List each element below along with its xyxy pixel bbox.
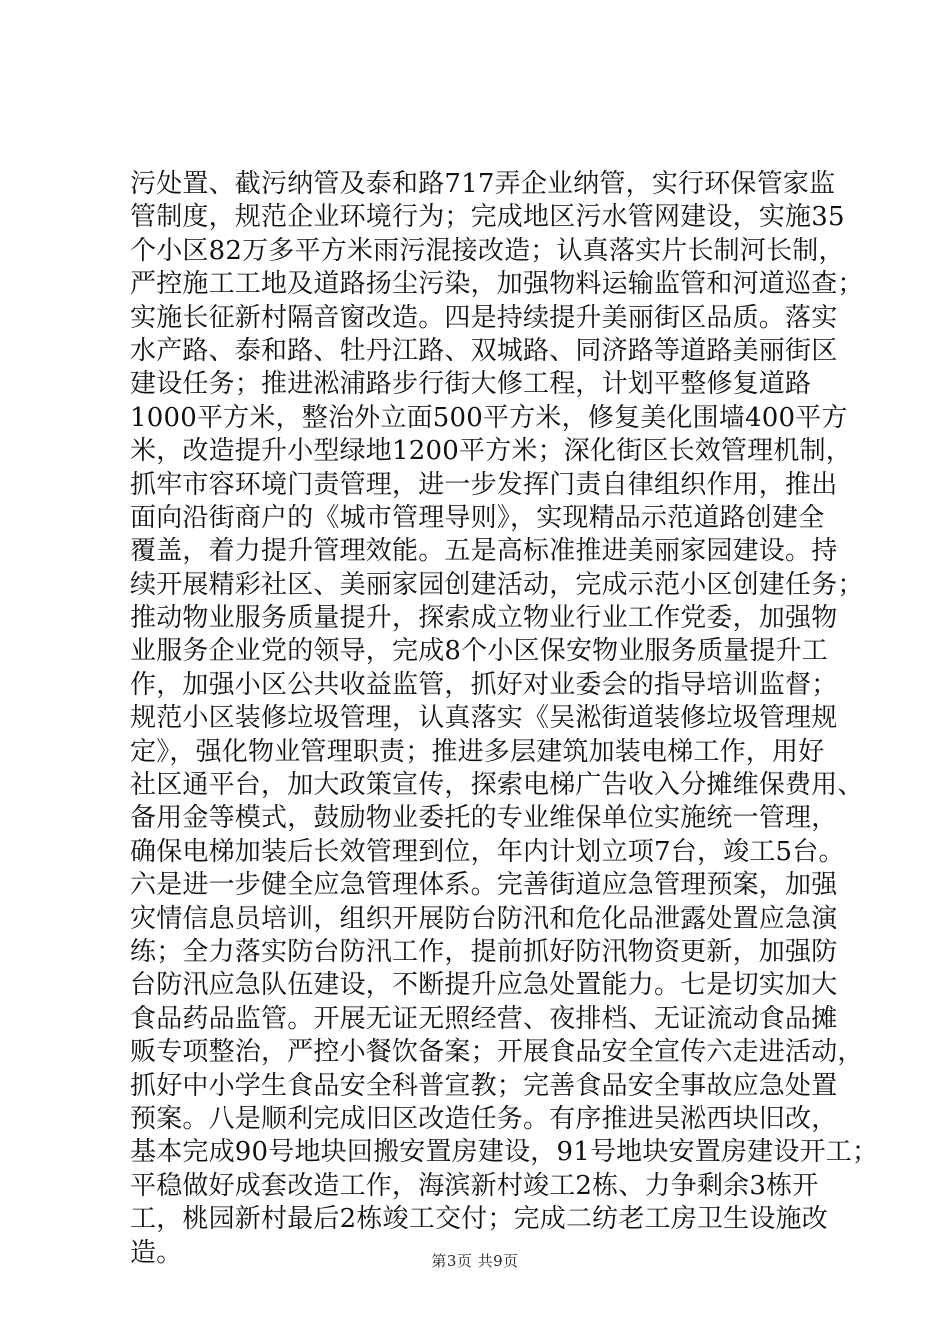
text-line: 建设任务；推进淞浦路步行街大修工程，计划平整修复道路 [130, 369, 812, 400]
text-line: 造。 [130, 1237, 183, 1268]
text-line: 业服务企业党的领导，完成8个小区保安物业服务质量提升工 [130, 636, 828, 667]
text-line: 抓好中小学生食品安全科普宣教；完善食品安全事故应急处置 [130, 1070, 838, 1101]
body-text [130, 168, 879, 1270]
text-line: 实施长征新村隔音窗改造。四是持续提升美丽街区品质。落实 [130, 302, 838, 333]
text-line: 作，加强小区公共收益监管，抓好对业委会的指导培训监督； [130, 669, 838, 700]
text-line: 练；全力落实防台防汛工作，提前抓好防汛物资更新，加强防 [130, 936, 838, 967]
page-footer: 第3页 共9页 [431, 1252, 519, 1270]
text-line: 贩专项整治，严控小餐饮备案；开展食品安全宣传六走进活动， [130, 1037, 864, 1068]
text-line: 预案。八是顺利完成旧区改造任务。有序推进吴淞西块旧改， [130, 1103, 838, 1134]
text-line: 米，改造提升小型绿地1200平方米；深化街区长效管理机制， [130, 436, 852, 467]
text-line: 续开展精彩社区、美丽家园创建活动，完成示范小区创建任务； [130, 569, 864, 600]
text-line: 个小区82万多平方米雨污混接改造；认真落实片长制河长制， [130, 235, 845, 266]
text-line: 食品药品监管。开展无证无照经营、夜排档、无证流动食品摊 [130, 1003, 838, 1034]
text-line: 水产路、泰和路、牡丹江路、双城路、同济路等道路美丽街区 [130, 335, 838, 366]
text-line: 推动物业服务质量提升，探索成立物业行业工作党委，加强物 [130, 603, 838, 634]
text-line: 基本完成90号地块回搬安置房建设，91号地块安置房建设开工； [130, 1137, 879, 1168]
text-line: 严控施工工地及道路扬尘污染，加强物料运输监管和河道巡查； [130, 269, 864, 300]
text-line: 面向沿街商户的《城市管理导则》，实现精品示范道路创建全 [130, 502, 825, 533]
text-line: 六是进一步健全应急管理体系。完善街道应急管理预案，加强 [130, 870, 838, 901]
text-line: 工，桃园新村最后2栋竣工交付；完成二纺老工房卫生设施改 [130, 1204, 828, 1235]
text-line: 管制度，规范企业环境行为；完成地区污水管网建设，实施35 [130, 202, 845, 233]
text-line: 规范小区装修垃圾管理，认真落实《吴淞街道装修垃圾管理规 [130, 703, 838, 734]
text-line: 定》，强化物业管理职责；推进多层建筑加装电梯工作，用好 [130, 736, 825, 767]
text-line: 确保电梯加装后长效管理到位，年内计划立项7台，竣工5台。 [130, 836, 845, 867]
text-line: 抓牢市容环境门责管理，进一步发挥门责自律组织作用，推出 [130, 469, 838, 500]
text-line: 备用金等模式，鼓励物业委托的专业维保单位实施统一管理， [130, 803, 838, 834]
text-line: 1000平方米，整治外立面500平方米，修复美化围墙400平方 [130, 402, 848, 433]
text-line: 平稳做好成套改造工作，海滨新村竣工2栋、力争剩余3栋开 [130, 1170, 819, 1201]
text-line: 台防汛应急队伍建设，不断提升应急处置能力。七是切实加大 [130, 970, 838, 1001]
text-line: 污处置、截污纳管及泰和路717弄企业纳管，实行环保管家监 [130, 169, 836, 199]
text-line: 社区通平台，加大政策宣传，探索电梯广告收入分摊维保费用、 [130, 770, 864, 801]
text-line: 灾情信息员培训，组织开展防台防汛和危化品泄露处置应急演 [130, 903, 838, 934]
text-line: 覆盖，着力提升管理效能。五是高标准推进美丽家园建设。持 [130, 536, 838, 567]
